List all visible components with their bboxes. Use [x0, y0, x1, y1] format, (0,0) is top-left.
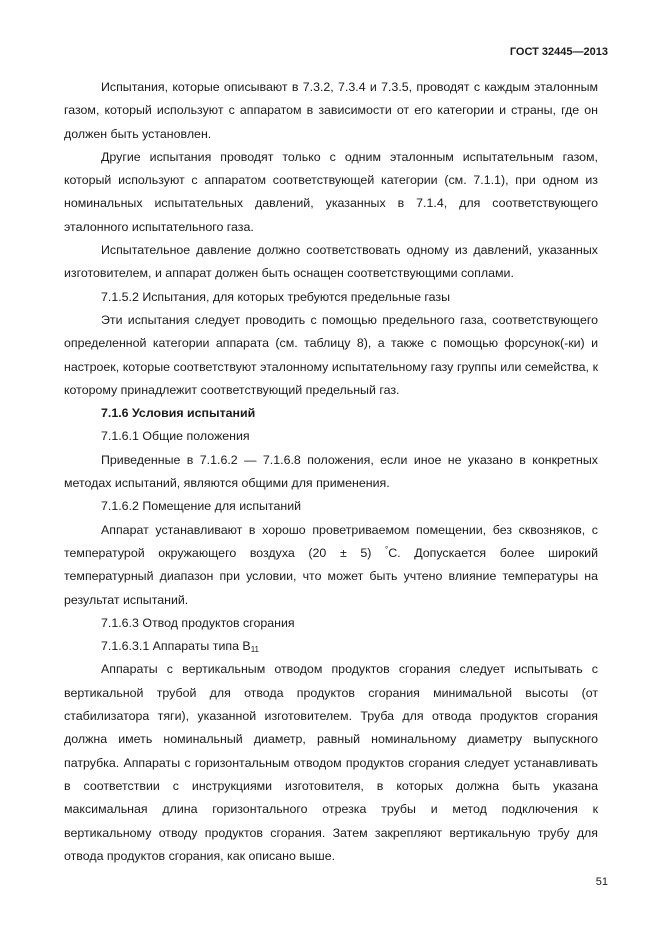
paragraph-text: С. Допускается более широкий температурный диапазон при условии, что может быть учтено влияние температуры на результат испытаний.: [64, 545, 598, 607]
paragraph-text: Аппарат устанавливают в хорошо проветриваемом помещении, без сквозняков, с температурой окружающего воздуха (20 ± 5): [64, 522, 598, 560]
heading-text: 7.1.6.3.1 Аппараты типа B: [101, 639, 251, 654]
section-heading-7-1-6-3: 7.1.6.3 Отвод продуктов сгорания: [101, 615, 295, 630]
paragraph: Приведенные в 7.1.6.2 — 7.1.6.8 положения, если иное не указано в конкретных методах испытаний, являются общими для применения.: [64, 452, 598, 491]
subscript: 11: [250, 645, 259, 655]
paragraph: Аппараты с вертикальным отводом продуктов сгорания следует испытывать с вертикальной трубой для отвода продуктов сгорания минимальной высоты (от стабилизатора тяги), указанной изготовителем. Труба для отвода продуктов сгорания должна иметь номинальный диаметр, равный номинальному диаметру выпускного патрубка. Аппараты с горизонтальным отводом продуктов сгорания следует устанавливать в соответствии с инструкциями изготовителя, в которых должна быть указана максимальная длина горизонтального отрезка трубы и метод подключения к вертикальному отводу продуктов сгорания. Затем закрепляют вертикальную трубу для отвода продуктов сгорания, как описано выше.: [64, 662, 598, 863]
page-number: 51: [595, 876, 608, 888]
degree-sign: °: [385, 544, 389, 554]
paragraph: Испытания, которые описывают в 7.3.2, 7.3.4 и 7.3.5, проводят с каждым эталонным газом, который используют с аппаратом в зависимости от его категории и страны, где он должен быть установлен.: [64, 80, 598, 141]
page-body: [64, 76, 598, 868]
paragraph: Другие испытания проводят только с одним эталонным испытательным газом, который используют с аппаратом соответствующей категории (см. 7.1.1), при одном из номинальных испытательных давлений, указанных в 7.1.4, для соответствующего эталонного испытательного газа.: [64, 149, 598, 234]
section-heading-7-1-6-3-1: [64, 635, 598, 658]
section-heading-7-1-5-2: 7.1.5.2 Испытания, для которых требуются предельные газы: [101, 289, 451, 304]
paragraph: [64, 519, 598, 612]
document-header: ГОСТ 32445—2013: [509, 46, 608, 58]
section-heading-7-1-6-2: 7.1.6.2 Помещение для испытаний: [101, 499, 302, 514]
paragraph: Эти испытания следует проводить с помощью предельного газа, соответствующего определенной категории аппарата (см. таблицу 8), а также с помощью форсунок(-ки) и настроек, которые соответствуют эталонному испытательному газу группы или семейства, к которому принадлежит соответствующий предельный газ.: [64, 312, 598, 397]
paragraph: Испытательное давление должно соответствовать одному из давлений, указанных изготовителем, и аппарат должен быть оснащен соответствующими соплами.: [64, 243, 598, 281]
section-heading-7-1-6-1: 7.1.6.1 Общие положения: [101, 429, 250, 444]
section-heading-7-1-6: 7.1.6 Условия испытаний: [101, 406, 256, 421]
